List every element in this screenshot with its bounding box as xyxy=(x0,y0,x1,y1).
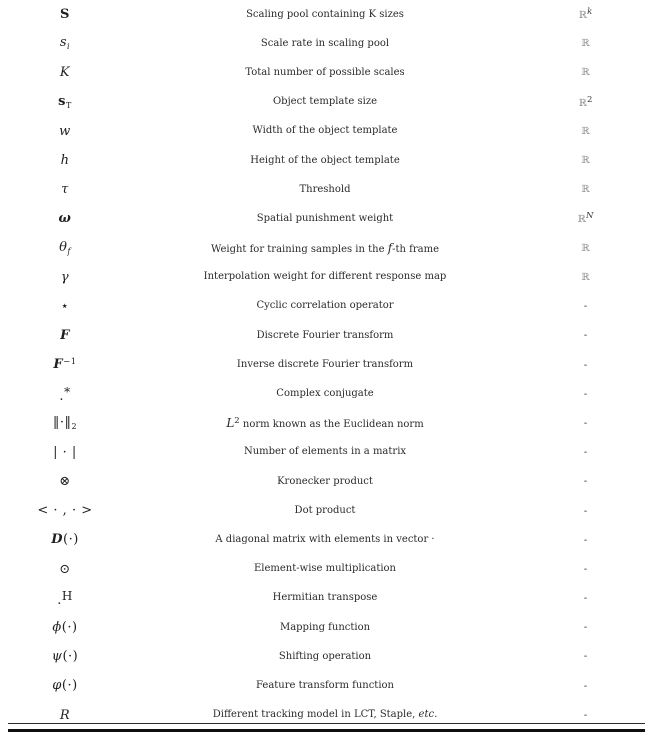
description-cell-text: etc. xyxy=(418,709,438,721)
symbol-cell xyxy=(0,241,130,256)
description-cell-text: Hermitian transpose xyxy=(272,592,378,604)
domain-cell-text: 2 xyxy=(586,94,593,105)
domain-cell xyxy=(520,38,651,49)
domain-cell xyxy=(520,67,651,78)
domain-cell-text: - xyxy=(583,592,588,605)
symbol-cell-text: w xyxy=(59,123,71,139)
domain-cell xyxy=(520,184,651,195)
domain-cell-text: ℝ xyxy=(581,125,590,137)
symbol-cell xyxy=(0,154,130,167)
symbol-cell-text: ‖·‖ xyxy=(52,414,72,430)
domain-cell-text: - xyxy=(583,650,588,663)
description-cell-text: Mapping function xyxy=(279,621,371,633)
symbol-cell xyxy=(0,709,130,722)
description-cell xyxy=(130,652,520,662)
description-cell xyxy=(130,97,520,107)
bottom-rule-thin xyxy=(8,723,645,724)
domain-cell xyxy=(520,126,651,137)
description-cell xyxy=(130,535,520,545)
symbol-cell xyxy=(0,212,130,225)
domain-cell xyxy=(520,710,651,721)
description-cell xyxy=(130,593,520,603)
description-cell-text: Inverse discrete Fourier transform xyxy=(236,358,414,370)
description-cell-text: Threshold xyxy=(299,183,351,195)
table-row xyxy=(0,175,651,204)
symbol-cell xyxy=(0,183,130,196)
domain-cell xyxy=(520,681,651,692)
domain-cell xyxy=(520,8,651,21)
symbol-cell xyxy=(0,125,130,138)
table-row xyxy=(0,263,651,292)
symbol-cell xyxy=(0,533,130,546)
table-row xyxy=(0,584,651,613)
table-row xyxy=(0,525,651,554)
description-cell xyxy=(130,447,520,457)
table-row xyxy=(0,671,651,700)
domain-cell xyxy=(520,564,651,575)
description-cell xyxy=(130,126,520,136)
table-row xyxy=(0,409,651,438)
table-row xyxy=(0,496,651,525)
domain-cell-text: - xyxy=(583,562,588,575)
table-row xyxy=(0,117,651,146)
description-cell-text: Spatial punishment weight xyxy=(256,212,394,224)
symbol-cell xyxy=(0,679,130,692)
symbol-cell xyxy=(0,446,130,459)
domain-cell xyxy=(520,272,651,283)
domain-cell-text: - xyxy=(583,387,588,400)
domain-cell-text: ℝ xyxy=(581,184,590,196)
symbol-cell-text: (·) xyxy=(62,649,79,665)
table-row xyxy=(0,58,651,87)
domain-cell-text: - xyxy=(583,533,588,546)
symbol-cell-text: T xyxy=(65,100,72,110)
description-cell xyxy=(130,242,520,255)
symbol-cell xyxy=(0,329,130,342)
table-row xyxy=(0,88,651,117)
description-cell xyxy=(130,417,520,430)
description-cell-text: Complex conjugate xyxy=(276,388,374,400)
domain-cell xyxy=(520,447,651,458)
description-cell xyxy=(130,156,520,166)
description-cell-text: Element-wise multiplication xyxy=(253,563,397,575)
description-cell-text: Object template size xyxy=(272,96,378,108)
symbol-cell-text: S xyxy=(60,7,70,23)
symbol-cell-text: s xyxy=(58,93,66,109)
table-row xyxy=(0,642,651,671)
domain-cell xyxy=(520,389,651,400)
description-cell xyxy=(130,710,520,720)
symbol-cell-text: i xyxy=(67,42,71,52)
domain-cell xyxy=(520,243,651,254)
domain-cell xyxy=(520,301,651,312)
description-cell-text: Width of the object template xyxy=(252,125,398,137)
description-cell-text: Different tracking model in LCT, Staple, xyxy=(212,709,419,721)
description-cell xyxy=(130,68,520,78)
symbol-cell-text: (·) xyxy=(61,620,78,636)
table-row xyxy=(0,292,651,321)
description-cell xyxy=(130,331,520,341)
symbol-cell-text: f xyxy=(67,246,71,256)
symbol-cell xyxy=(0,563,130,576)
description-cell xyxy=(130,681,520,691)
domain-cell-text: - xyxy=(583,679,588,692)
description-cell-text: Discrete Fourier transform xyxy=(256,329,394,341)
domain-cell xyxy=(520,418,651,429)
domain-cell xyxy=(520,535,651,546)
description-cell-text: norm known as the Euclidean norm xyxy=(239,418,424,430)
domain-cell xyxy=(520,330,651,341)
table-row xyxy=(0,701,651,730)
symbol-cell-text: (·) xyxy=(63,532,79,548)
symbol-cell-text: ϕ xyxy=(52,620,62,636)
description-cell xyxy=(130,389,520,399)
domain-cell-text: - xyxy=(583,446,588,459)
symbol-cell xyxy=(0,8,130,21)
symbol-cell xyxy=(0,358,130,371)
symbol-cell-text: H xyxy=(61,588,73,603)
symbol-cell-text: 2 xyxy=(71,421,78,431)
symbol-cell-text: ψ xyxy=(51,649,63,665)
symbol-cell-text: < · , · > xyxy=(37,503,93,519)
symbol-cell-text: ⋆ xyxy=(60,298,70,314)
symbol-cell-text: h xyxy=(60,153,70,169)
description-cell xyxy=(130,185,520,195)
description-cell xyxy=(130,272,520,282)
table-row xyxy=(0,29,651,58)
description-cell-text: Weight for training samples in the xyxy=(210,243,388,255)
description-cell-text: Cyclic correlation operator xyxy=(256,300,394,312)
table-row xyxy=(0,467,651,496)
symbol-cell-text: * xyxy=(64,384,71,399)
symbol-cell-text: K xyxy=(59,65,71,81)
table-row xyxy=(0,234,651,263)
description-cell xyxy=(130,506,520,516)
table-row xyxy=(0,146,651,175)
symbol-cell-text: (·) xyxy=(61,678,78,694)
symbol-cell xyxy=(0,300,130,313)
symbol-cell-text: . xyxy=(59,388,65,404)
symbol-cell xyxy=(0,66,130,79)
table-row xyxy=(0,613,651,642)
description-cell xyxy=(130,39,520,49)
symbol-cell-text: F xyxy=(53,357,64,373)
symbol-cell-text: ω xyxy=(58,211,72,227)
domain-cell-text: - xyxy=(583,475,588,488)
table-row xyxy=(0,555,651,584)
domain-cell-text: - xyxy=(583,621,588,634)
description-cell xyxy=(130,214,520,224)
symbol-cell-text: τ xyxy=(61,182,69,198)
description-cell xyxy=(130,10,520,20)
domain-cell-text: k xyxy=(587,7,593,18)
symbol-cell-text: −1 xyxy=(63,357,77,368)
description-cell xyxy=(130,623,520,633)
domain-cell xyxy=(520,155,651,166)
domain-cell-text: ℝ xyxy=(581,155,590,167)
symbol-cell-text: . xyxy=(57,592,62,608)
domain-cell-text: ℝ xyxy=(577,214,586,226)
domain-cell xyxy=(520,96,651,109)
description-cell-text: A diagonal matrix with elements in vector · xyxy=(215,533,435,545)
table-row xyxy=(0,379,651,408)
domain-cell-text: N xyxy=(585,211,594,222)
description-cell-text: Interpolation weight for different response map xyxy=(203,271,447,283)
symbol-cell xyxy=(0,271,130,284)
domain-cell xyxy=(520,593,651,604)
description-cell-text: Height of the object template xyxy=(250,154,400,166)
symbol-cell xyxy=(0,95,130,110)
symbol-cell xyxy=(0,416,130,431)
symbol-cell xyxy=(0,36,130,51)
symbol-cell xyxy=(0,590,130,607)
domain-cell-text: - xyxy=(583,504,588,517)
symbol-cell-text: θ xyxy=(59,239,68,255)
symbol-cell-text: F xyxy=(60,328,70,344)
table-row xyxy=(0,438,651,467)
symbol-cell-text: ⊗ xyxy=(59,474,71,490)
symbol-cell xyxy=(0,621,130,634)
description-cell-text: -th frame xyxy=(392,243,440,255)
description-cell xyxy=(130,360,520,370)
description-cell-text: Scale rate in scaling pool xyxy=(260,37,390,49)
symbol-cell xyxy=(0,504,130,517)
symbol-cell-text: R xyxy=(59,707,71,723)
symbol-cell-text: D xyxy=(51,532,63,548)
description-cell-text: Shifting operation xyxy=(278,650,372,662)
domain-cell xyxy=(520,506,651,517)
description-cell-text: 2 xyxy=(234,415,240,426)
table-row xyxy=(0,204,651,233)
domain-cell-text: ℝ xyxy=(581,67,590,79)
domain-cell-text: - xyxy=(583,300,588,313)
domain-cell-text: - xyxy=(583,416,588,429)
description-cell-text: Kronecker product xyxy=(277,475,373,487)
symbol-cell-text: | · | xyxy=(53,444,77,460)
table-row xyxy=(0,321,651,350)
domain-cell xyxy=(520,360,651,371)
domain-cell xyxy=(520,622,651,633)
description-cell-text: Number of elements in a matrix xyxy=(243,446,407,458)
table-row xyxy=(0,350,651,379)
symbol-cell-text: φ xyxy=(52,678,62,694)
symbol-cell-text: γ xyxy=(60,269,70,285)
domain-cell-text: - xyxy=(583,358,588,371)
symbol-cell-text: ⊙ xyxy=(59,561,71,577)
symbol-cell-text: s xyxy=(59,35,68,51)
domain-cell-text: ℝ xyxy=(578,97,587,109)
symbol-cell xyxy=(0,650,130,663)
description-cell-text: Scaling pool containing K sizes xyxy=(246,8,404,20)
domain-cell-text: - xyxy=(583,329,588,342)
table-row xyxy=(0,0,651,29)
description-cell xyxy=(130,477,520,487)
symbol-cell xyxy=(0,386,130,403)
domain-cell-text: ℝ xyxy=(581,271,590,283)
domain-cell-text: ℝ xyxy=(578,10,588,22)
symbol-cell xyxy=(0,475,130,488)
domain-cell xyxy=(520,651,651,662)
description-cell xyxy=(130,301,520,311)
description-cell-text: Total number of possible scales xyxy=(245,66,405,78)
description-cell-text: L xyxy=(226,415,235,430)
domain-cell-text: - xyxy=(583,708,588,721)
description-cell-text: Feature transform function xyxy=(256,679,394,691)
domain-cell xyxy=(520,476,651,487)
domain-cell xyxy=(520,212,651,225)
description-cell-text: f xyxy=(387,240,393,255)
description-cell-text: Dot product xyxy=(294,504,356,516)
description-cell xyxy=(130,564,520,574)
bottom-rule-thick xyxy=(8,729,645,732)
domain-cell-text: ℝ xyxy=(581,242,590,254)
domain-cell-text: ℝ xyxy=(581,38,590,50)
